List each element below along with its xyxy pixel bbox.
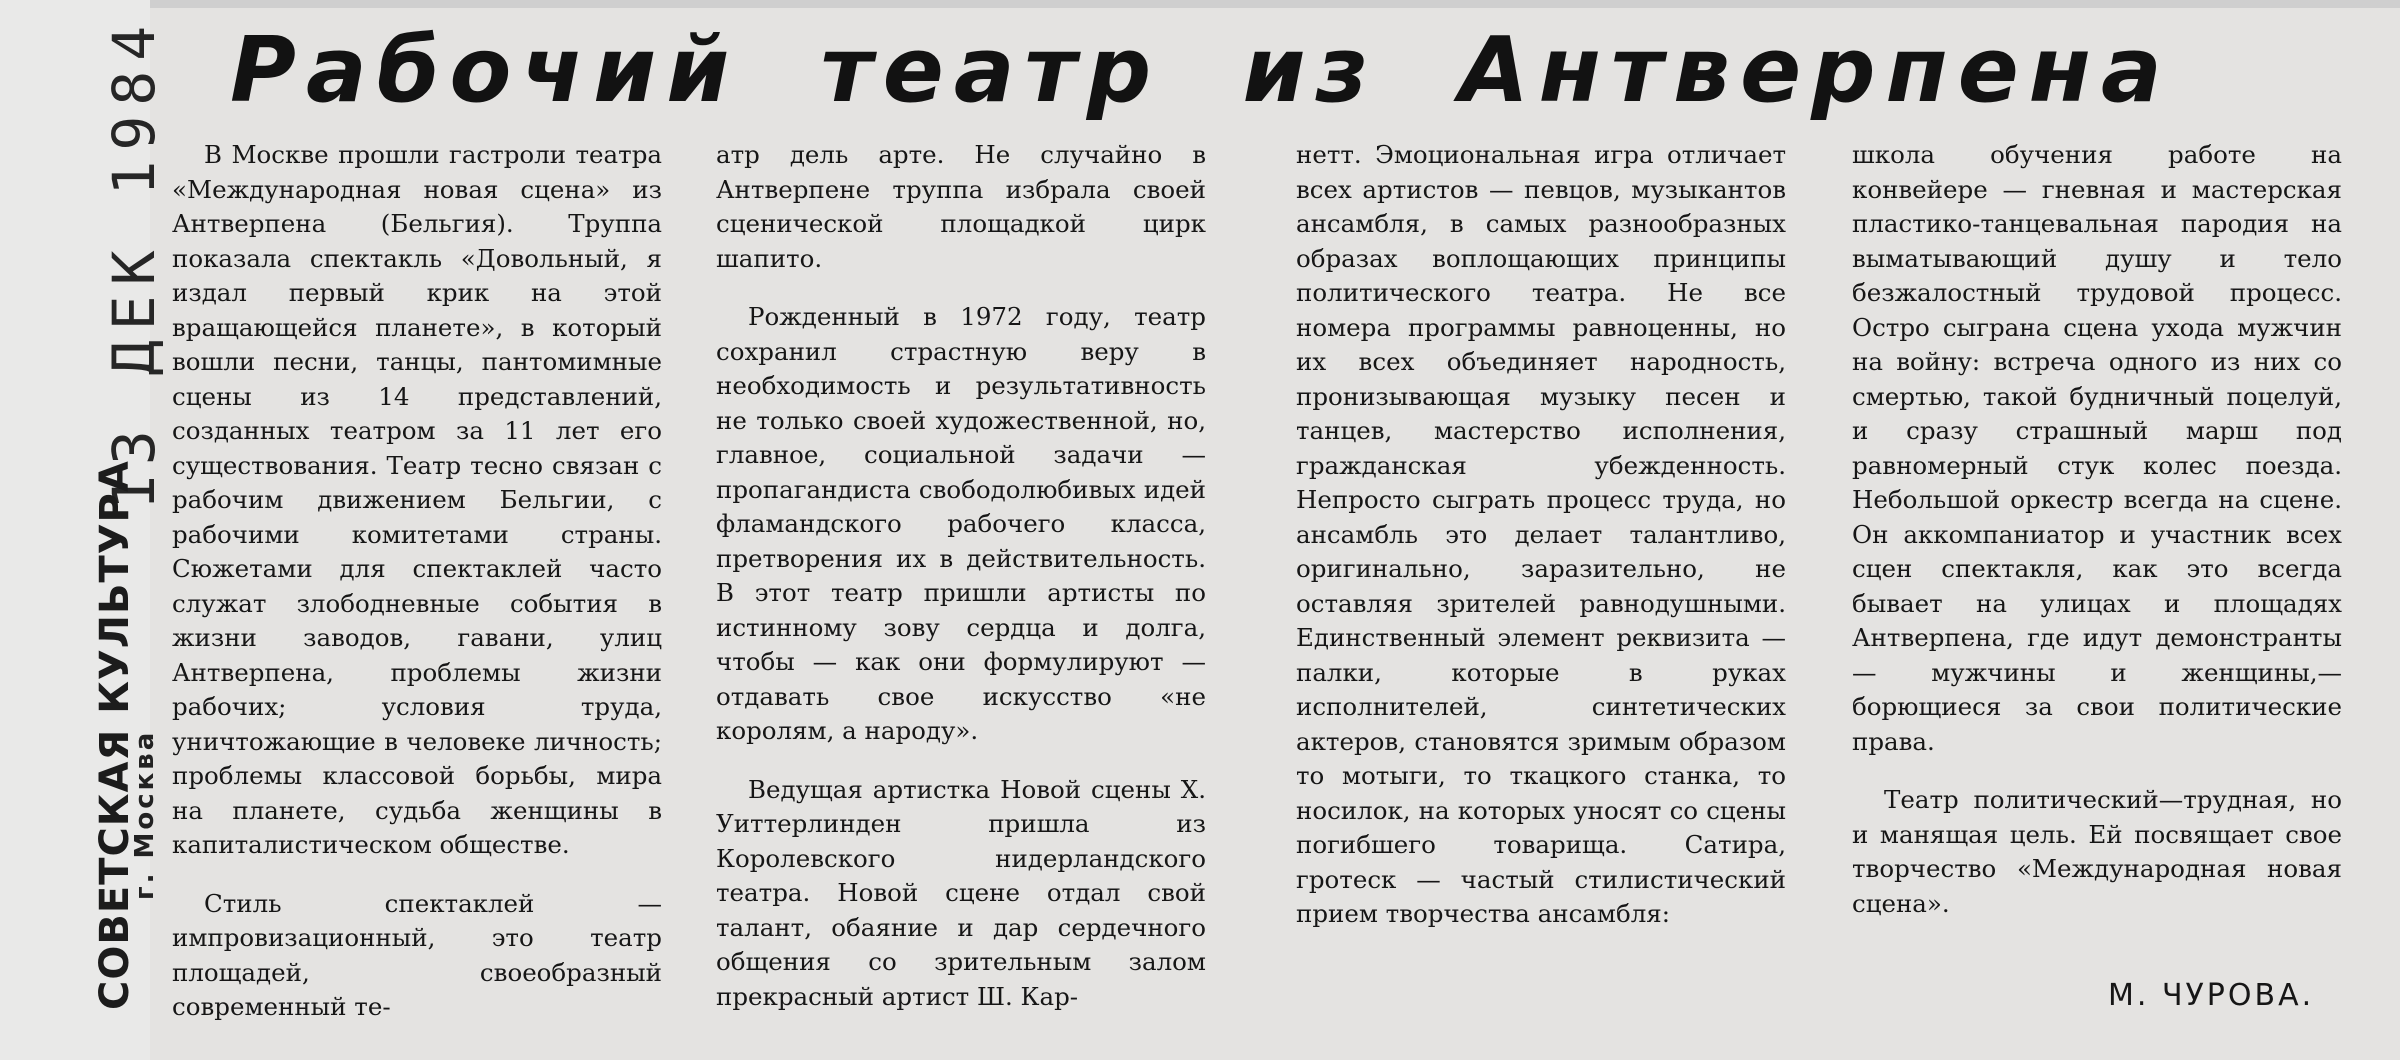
paragraph: Театр политический—трудная, но и манящая цель. Ей посвящает свое творчество «Международная новая сцена». (1852, 785, 2342, 918)
paragraph: Стиль спектаклей — импровизационный, это театр площадей, своеобразный современный те- (172, 888, 662, 1021)
paragraph: Рожденный в 1972 году, театр сохранил страстную веру в необходимость и результативность не только своей художественной, но, главное, социальной задачи — пропагандиста свободолюбивых идей фламандского рабочего класса, претворения их в действительность. В этот театр пришли артисты по истинному зову сердца и долга, чтобы — как они формулируют — отдавать свое искусство «не королям, а народу». (716, 302, 1206, 745)
stamp-date: 13 ДЕК 1984 (100, 15, 168, 510)
paragraph: нетт. Эмоциональная игра отличает всех артистов — певцов, музыкантов ансамбля, в самых разнообразных образах воплощающих принципы политического театра. Не все номера программы равноценны, но их всех объединяет народность, пронизывающая музыку песен и танцев, мастерство исполнения, гражданская убежденность. Непросто сыграть процесс труда, но ансамбль это делает талантливо, оригинально, заразительно, не оставляя зрителей равнодушными. Единственный элемент реквизита — палки, которые в руках исполнителей, синтетических актеров, становятся зримым образом то мотыги, то ткацкого станка, то носилок, на которых уносят со сцены погибшего товарища. Сатира, гротеск — частый стилистический прием творчества ансамбля: (1296, 140, 1786, 928)
article-column-2 (716, 138, 1206, 1014)
article-headline: Рабочий театр из Антверпена (230, 18, 2172, 123)
article-column-1 (172, 138, 662, 1025)
paragraph: школа обучения работе на конвейере — гневная и мастерская пластико-танцевальная пародия на выматывающий душу и тело безжалостный трудовой процесс. Остро сыграна сцена ухода мужчин на войну: встреча одного из них со смертью, такой будничный поцелуй, и сразу страшный марш под равномерный стук колес поезда. Небольшой оркестр всегда на сцене. Он аккомпаниатор и участник всех сцен спектакля, как это всегда бывает на улицах и площадях Антверпена, где идут демонстранты — мужчины и женщины,— борющиеся за свои политические права. (1852, 140, 2342, 756)
article-column-4 (1852, 138, 2342, 921)
archive-stamp-strip (0, 0, 168, 1060)
stamp-city: г. Москва (130, 729, 160, 900)
clipping-top-edge (150, 0, 2400, 8)
paragraph: атр дель арте. Не случайно в Антверпене труппа избрала своей сценической площадкой цирк шапито. (716, 140, 1206, 273)
paragraph: Ведущая артистка Новой сцены Х. Уиттерлинден пришла из Королевского нидерландского театра. Новой сцене отдал свой талант, обаяние и дар сердечного общения со зрительным залом прекрасный артист Ш. Кар- (716, 774, 1206, 1011)
paragraph: В Москве прошли гастроли театра «Международная новая сцена» из Антверпена (Бельгия). Труппа показала спектакль «Довольный, я издал первый крик на этой вращающейся планете», в который вошли песни, танцы, пантомимные сцены из 14 представлений, созданных театром за 11 лет его существования. Театр тесно связан с рабочим движением Бельгии, с рабочими комитетами страны. Сюжетами для спектаклей часто служат злободневные события в жизни заводов, гавани, улиц Антверпена, проблемы жизни рабочих; условия труда, уничтожающие в человеке личность; проблемы классовой борьбы, мира на планете, судьба женщины в капиталистическом обществе. (172, 140, 662, 859)
author-signature: М. ЧУРОВА. (2108, 978, 2315, 1013)
article-column-3 (1296, 138, 1786, 932)
stamp-newspaper-name: СОВЕТСКАЯ КУЛЬТУРА (92, 460, 138, 1010)
